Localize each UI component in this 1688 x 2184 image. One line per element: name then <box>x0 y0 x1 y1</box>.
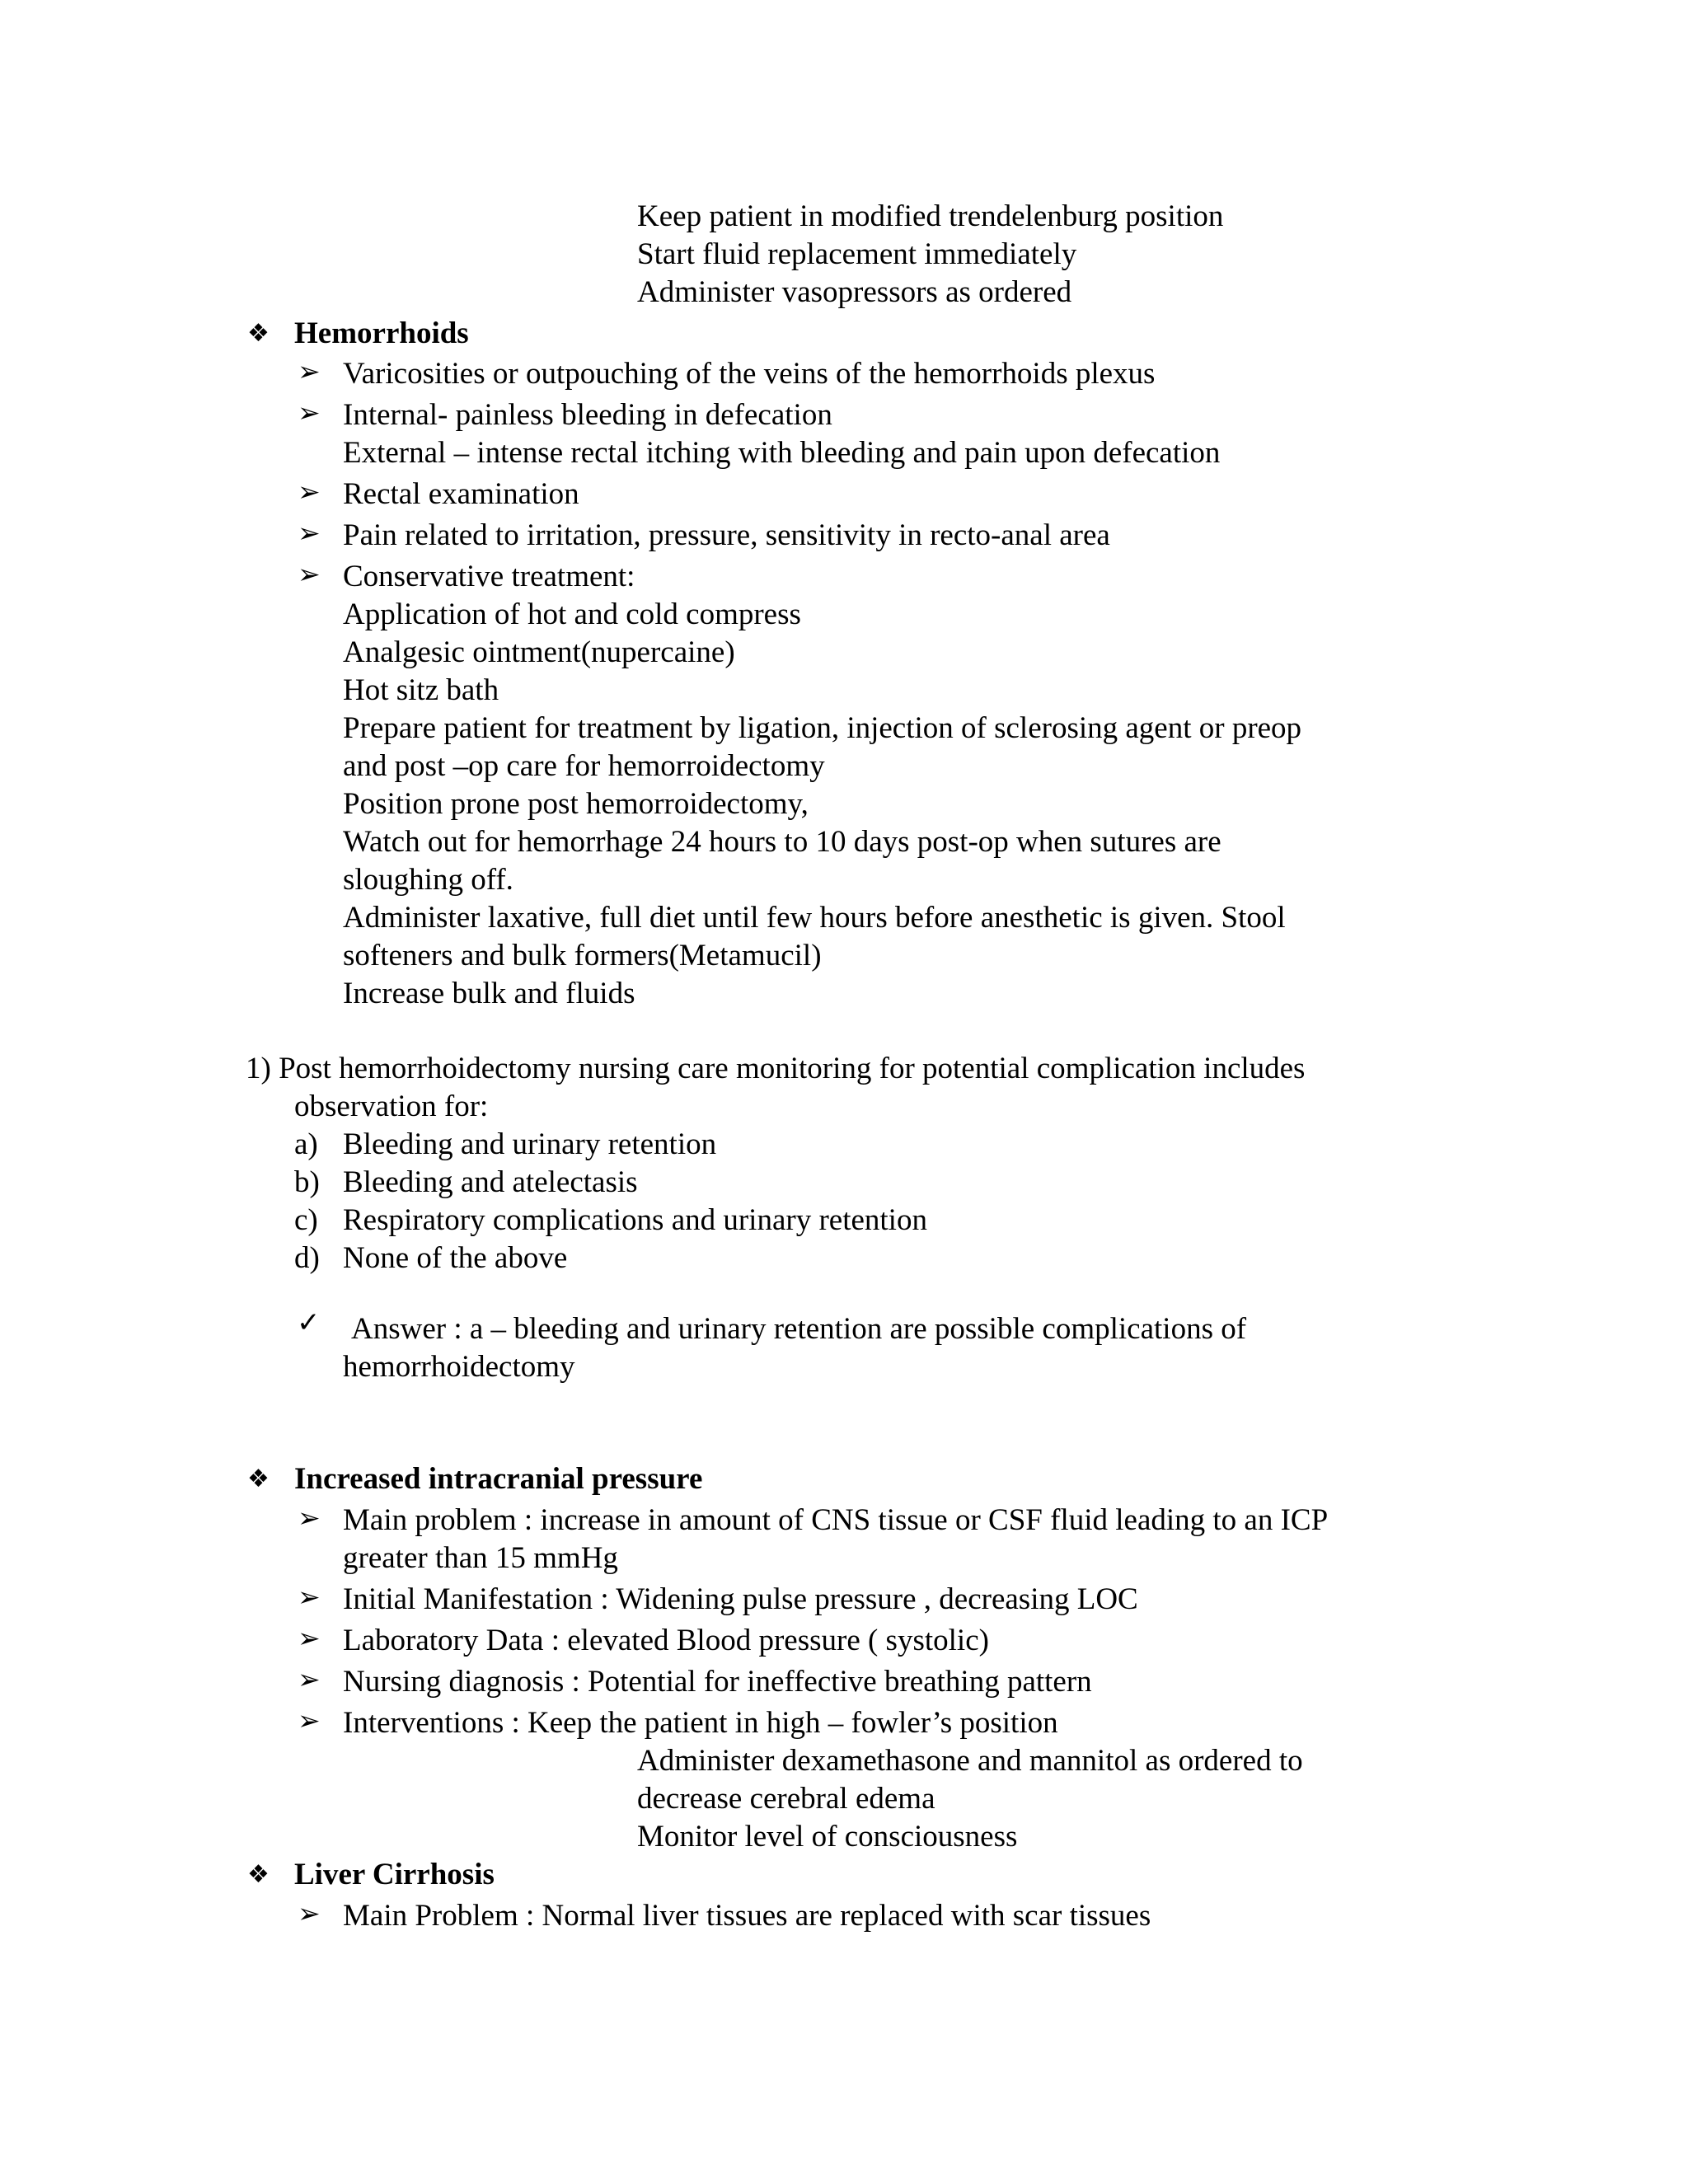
treatment-line: softeners and bulk formers(Metamucil) <box>343 939 822 972</box>
arrow-bullet-icon: ➢ <box>298 1581 321 1613</box>
arrow-bullet-icon: ➢ <box>298 396 321 429</box>
bullet-text: Laboratory Data : elevated Blood pressure ( systolic) <box>343 1624 989 1657</box>
treatment-line: and post –op care for hemorroidectomy <box>343 749 825 783</box>
bullet-text: Initial Manifestation : Widening pulse pressure , decreasing LOC <box>343 1582 1138 1616</box>
bullet-text: Interventions : Keep the patient in high – fowler’s position <box>343 1706 1058 1740</box>
bullet-continuation: External – intense rectal itching with bleeding and pain upon defecation <box>343 436 1221 470</box>
treatment-line: Prepare patient for treatment by ligation, injection of sclerosing agent or preop <box>343 711 1302 745</box>
treatment-line: Position prone post hemorroidectomy, <box>343 787 809 821</box>
option-text: Bleeding and atelectasis <box>343 1165 638 1199</box>
bullet-text: Main problem : increase in amount of CNS tissue or CSF fluid leading to an ICP <box>343 1503 1329 1537</box>
arrow-bullet-icon: ➢ <box>298 1502 321 1534</box>
shock-intervention-line: Start fluid replacement immediately <box>637 237 1077 271</box>
bullet-text: Rectal examination <box>343 477 579 511</box>
arrow-bullet-icon: ➢ <box>298 476 321 508</box>
bullet-continuation: greater than 15 mmHg <box>343 1541 618 1575</box>
intervention-line: decrease cerebral edema <box>637 1782 935 1816</box>
answer-text-continuation: hemorrhoidectomy <box>343 1350 575 1384</box>
shock-intervention-line: Administer vasopressors as ordered <box>637 275 1072 309</box>
diamond-bullet-icon: ❖ <box>247 1860 270 1889</box>
bullet-text: Main Problem : Normal liver tissues are replaced with scar tissues <box>343 1899 1151 1933</box>
section-heading-hemorrhoids: Hemorrhoids <box>294 316 469 350</box>
option-text: Respiratory complications and urinary retention <box>343 1203 927 1237</box>
question-text-continuation: observation for: <box>294 1090 489 1123</box>
bullet-text: Conservative treatment: <box>343 560 635 593</box>
section-heading-icp: Increased intracranial pressure <box>294 1462 703 1496</box>
intervention-line: Monitor level of consciousness <box>637 1820 1018 1854</box>
arrow-bullet-icon: ➢ <box>298 517 321 549</box>
section-heading-cirrhosis: Liver Cirrhosis <box>294 1858 495 1891</box>
treatment-line: Increase bulk and fluids <box>343 977 635 1010</box>
option-text: Bleeding and urinary retention <box>343 1127 717 1161</box>
intervention-line: Administer dexamethasone and mannitol as ordered to <box>637 1744 1303 1778</box>
bullet-text: Nursing diagnosis : Potential for ineffective breathing pattern <box>343 1665 1092 1699</box>
diamond-bullet-icon: ❖ <box>247 1465 270 1493</box>
treatment-line: Administer laxative, full diet until few hours before anesthetic is given. Stool <box>343 901 1286 935</box>
bullet-text: Varicosities or outpouching of the veins of the hemorrhoids plexus <box>343 357 1156 391</box>
treatment-line: Application of hot and cold compress <box>343 598 801 631</box>
bullet-text: Internal- painless bleeding in defecation <box>343 398 832 432</box>
diamond-bullet-icon: ❖ <box>247 319 270 348</box>
bullet-text: Pain related to irritation, pressure, sensitivity in recto-anal area <box>343 518 1110 552</box>
option-letter: d) <box>294 1241 320 1275</box>
arrow-bullet-icon: ➢ <box>298 1704 321 1736</box>
treatment-line: Analgesic ointment(nupercaine) <box>343 635 735 669</box>
treatment-line: sloughing off. <box>343 863 513 897</box>
arrow-bullet-icon: ➢ <box>298 558 321 590</box>
answer-text: Answer : a – bleeding and urinary retention are possible complications of <box>351 1312 1247 1346</box>
option-letter: b) <box>294 1165 320 1199</box>
arrow-bullet-icon: ➢ <box>298 1897 321 1929</box>
option-letter: a) <box>294 1127 318 1161</box>
option-letter: c) <box>294 1203 318 1237</box>
arrow-bullet-icon: ➢ <box>298 1663 321 1695</box>
shock-intervention-line: Keep patient in modified trendelenburg position <box>637 199 1224 233</box>
arrow-bullet-icon: ➢ <box>298 1622 321 1654</box>
arrow-bullet-icon: ➢ <box>298 355 321 387</box>
checkmark-icon: ✓ <box>297 1306 321 1339</box>
treatment-line: Hot sitz bath <box>343 673 499 707</box>
question-text: 1) Post hemorrhoidectomy nursing care monitoring for potential complication includes <box>246 1052 1306 1085</box>
treatment-line: Watch out for hemorrhage 24 hours to 10 days post-op when sutures are <box>343 825 1221 859</box>
option-text: None of the above <box>343 1241 568 1275</box>
